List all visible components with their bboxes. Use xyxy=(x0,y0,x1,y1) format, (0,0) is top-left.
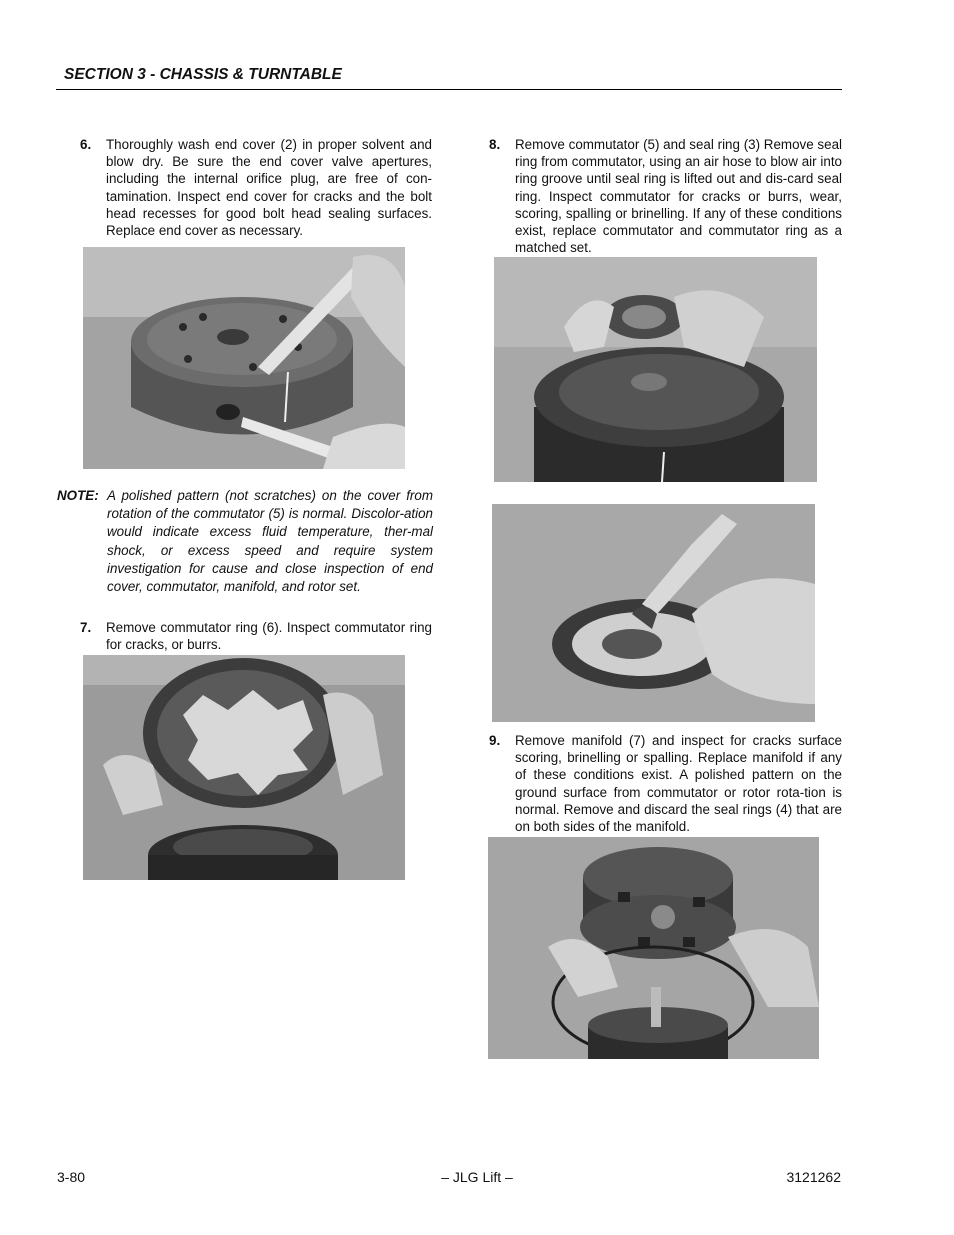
photo-seal-ring-removal xyxy=(492,504,815,722)
photo-end-cover xyxy=(83,247,405,469)
step-8-number: 8. xyxy=(489,137,501,152)
step-7 xyxy=(80,619,432,653)
note-block xyxy=(57,487,433,596)
header-rule xyxy=(56,89,842,90)
step-6-text: Thoroughly wash end cover (2) in proper solvent and blow dry. Be sure the end cover valve apertures, including the internal orifice plug, are free of con-tamination. Inspect end cover for cracks and the bolt head recesses for good bolt head sealing surfaces. Replace end cover as necessary. xyxy=(106,137,432,239)
note-text: A polished pattern (not scratches) on the cover from rotation of the commutator (5) is normal. Discolor-ation would indicate excess fluid temperature, ther-mal shock, or excess speed and require system investigation for cause and close inspection of end cover, commutator, manifold, and rotor set. xyxy=(107,488,433,595)
step-6-number: 6. xyxy=(80,137,92,152)
step-8 xyxy=(489,136,842,256)
step-9 xyxy=(489,732,842,835)
step-6 xyxy=(80,136,432,239)
photo-commutator-ring xyxy=(83,655,405,880)
step-8-text: Remove commutator (5) and seal ring (3) Remove seal ring from commutator, using an air hose to blow air into ring groove until seal ring is lifted out and dis-card seal ring. Inspect commutator for cracks or burrs, wear, scoring, spalling or brinelling. If any of these conditions exist, replace commutator and commutator ring as a matched set. xyxy=(515,137,842,256)
step-9-text: Remove manifold (7) and inspect for cracks surface scoring, brinelling or spalling. Replace manifold if any of these conditions exist. A polished pattern on the ground surface from commutator or rotor rota-tion is normal. Remove and discard the seal rings (4) that are on both sides of the manifold. xyxy=(515,733,842,835)
footer-center: – JLG Lift – xyxy=(441,1169,513,1185)
step-7-number: 7. xyxy=(80,620,92,635)
section-header: SECTION 3 - CHASSIS & TURNTABLE xyxy=(64,66,342,83)
note-label: NOTE: xyxy=(57,488,99,503)
footer-doc-number: 3121262 xyxy=(786,1169,841,1185)
step-9-number: 9. xyxy=(489,733,501,748)
photo-manifold-removal xyxy=(488,837,819,1059)
footer-page-number: 3-80 xyxy=(57,1169,86,1185)
step-7-text: Remove commutator ring (6). Inspect commutator ring for cracks, or burrs. xyxy=(106,620,432,653)
photo-commutator-removal xyxy=(494,257,817,482)
